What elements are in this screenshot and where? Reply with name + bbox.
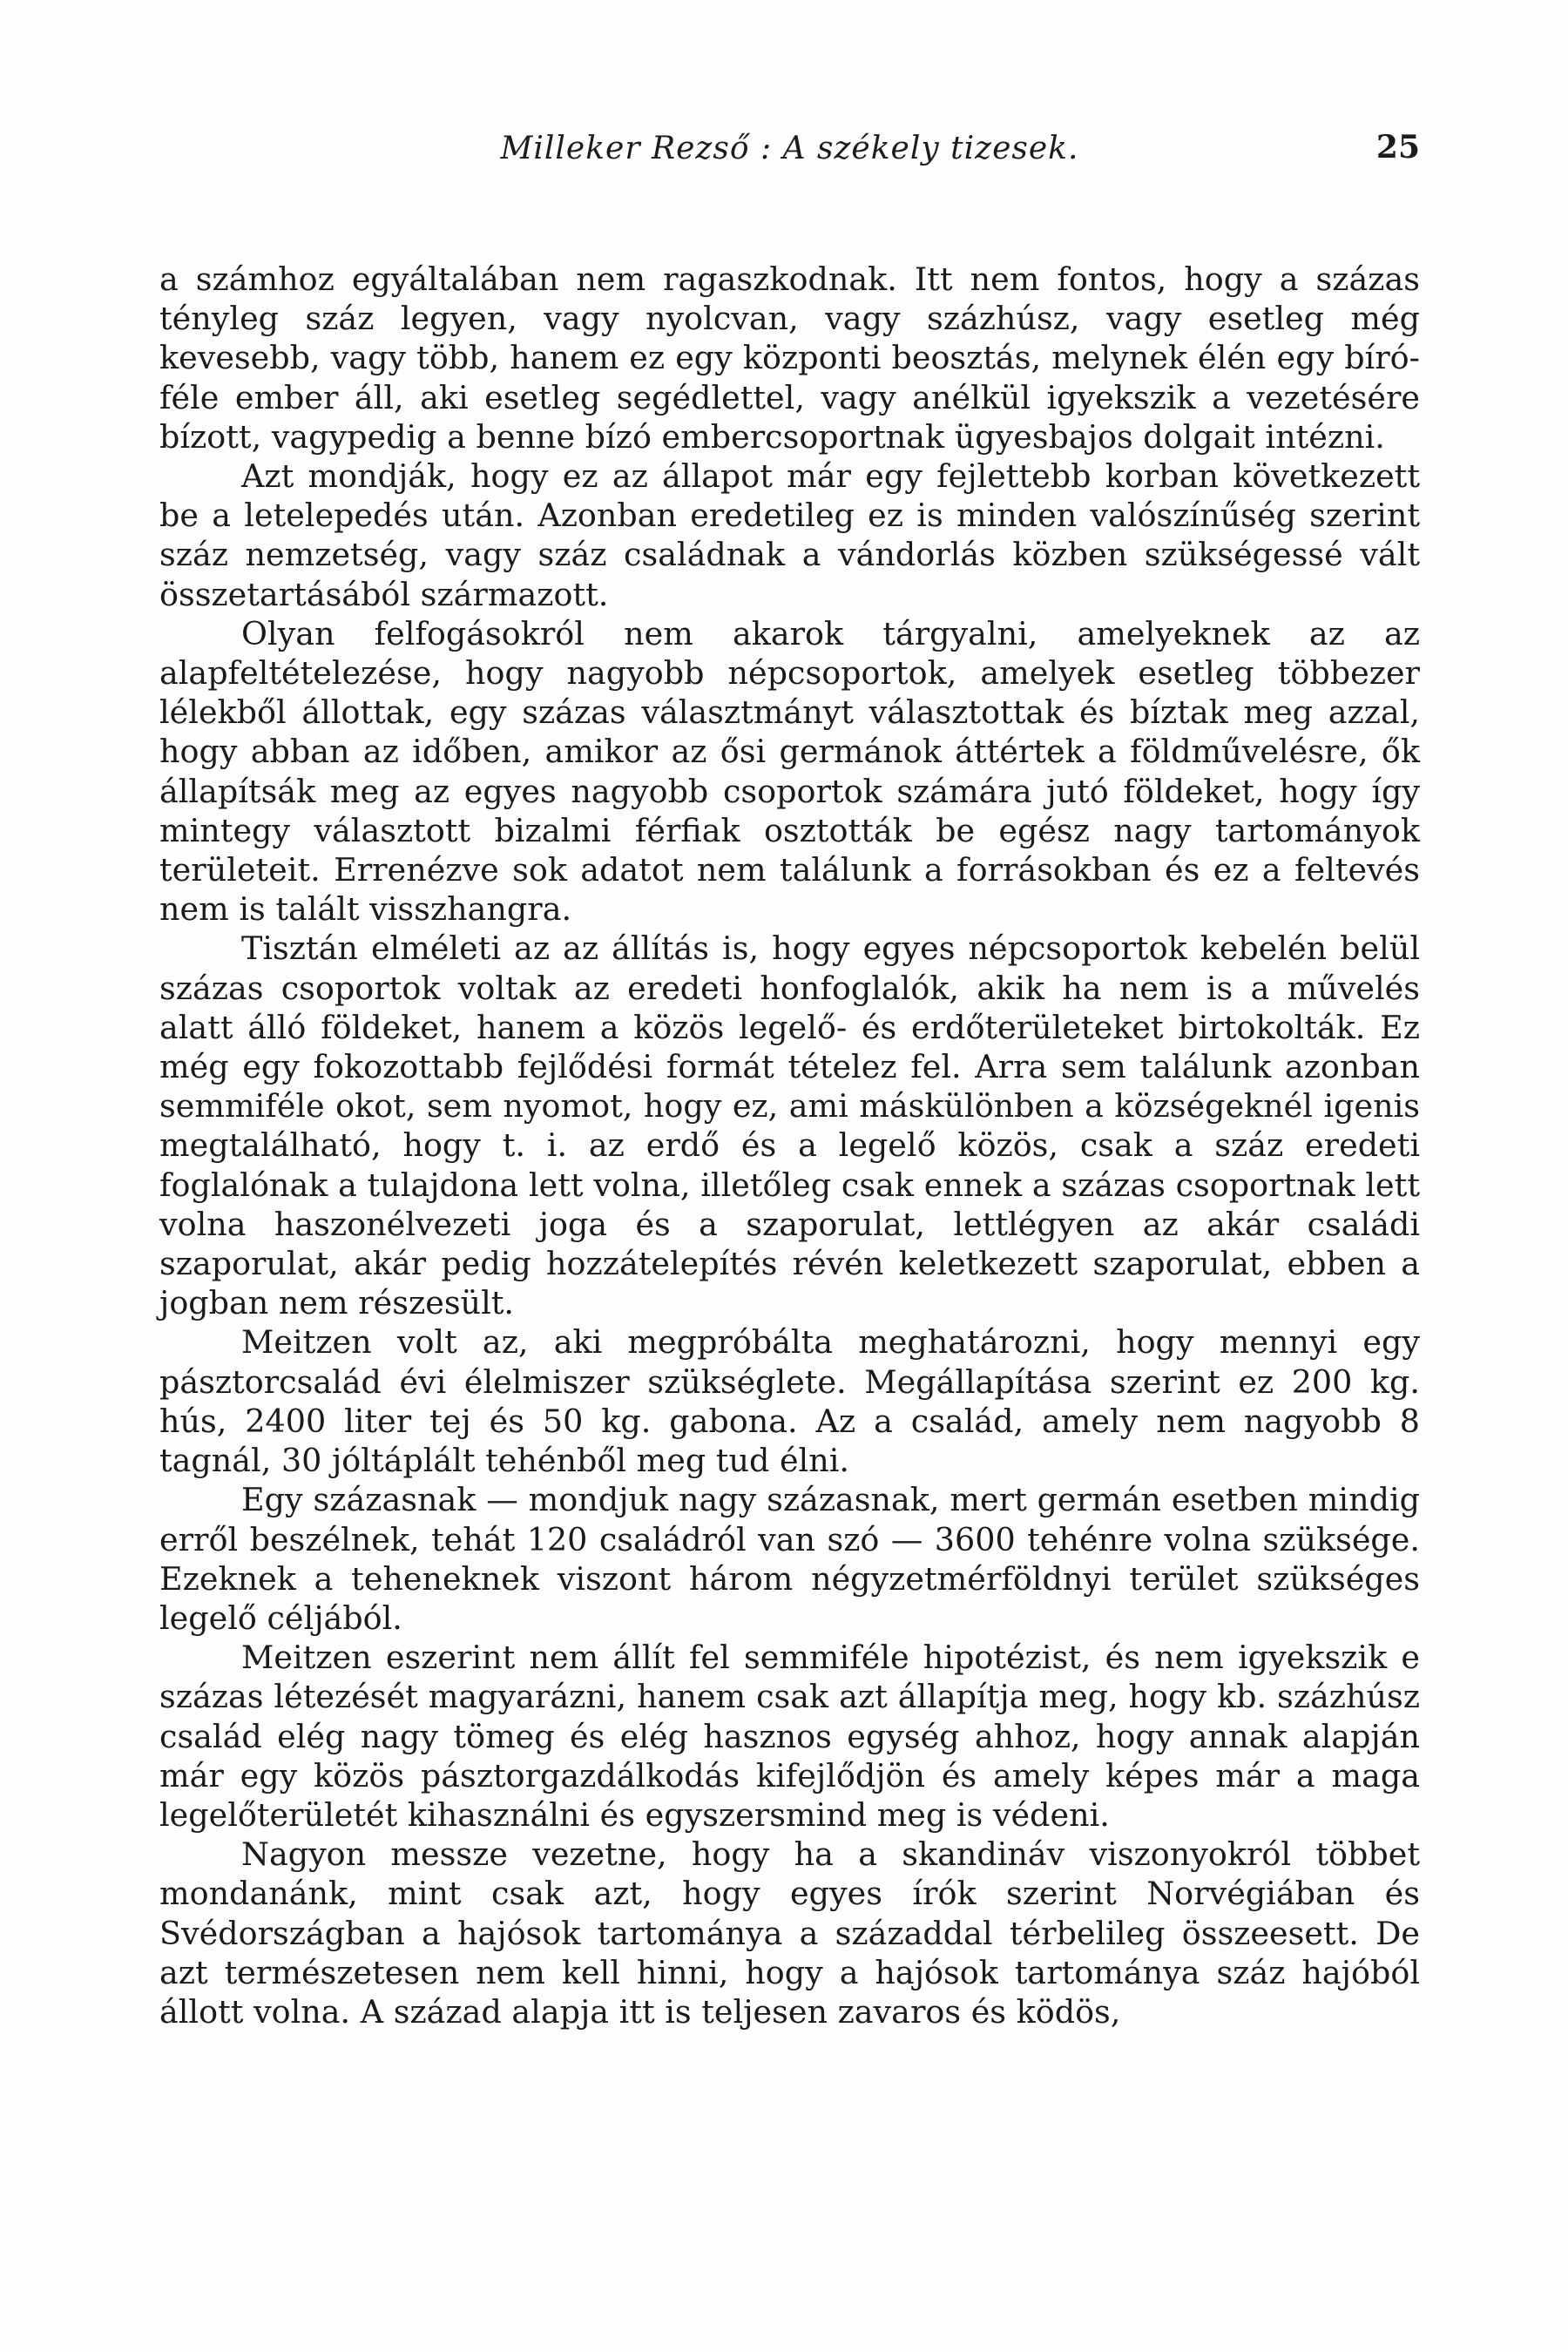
paragraph: Meitzen volt az, aki megpróbálta meghatározni, hogy mennyi egy pásztorcsalád évi élelmiszer szükséglete. Megállapítása szerint ez 200 kg. hús, 2400 liter tej és 50 kg. gabona. Az a család, amely nem nagyobb 8 tagnál, 30 jóltáplált tehénből meg tud élni. — [159, 1323, 1420, 1480]
paragraph: Meitzen eszerint nem állít fel semmiféle hipotézist, és nem igyekszik e százas létezését magyarázni, hanem csak azt állapítja meg, hogy kb. százhúsz család elég nagy tömeg és elég hasznos egység ahhoz, hogy annak alapján már egy közös pásztorgazdálkodás kifejlődjön és amely képes már a maga legelőterületét kihasználni és egyszersmind meg is védeni. — [159, 1639, 1420, 1834]
paragraph-continuation: a számhoz egyáltalában nem ragaszkodnak. Itt nem fontos, hogy a százas tényleg száz legyen, vagy nyolcvan, vagy százhúsz, vagy esetleg még kevesebb, vagy több, hanem ez egy központi beosztás, melynek élén egy bíró-féle ember áll, aki esetleg segédlettel, vagy anélkül igyekszik a vezetésére bízott, vagypedig a benne bízó embercsoportnak ügyesbajos dolgait intézni. — [159, 260, 1420, 456]
paragraph: Azt mondják, hogy ez az állapot már egy fejlettebb korban következett be a letelepedés után. Azonban eredetileg ez is minden valószínűség szerint száz nemzetség, vagy száz családnak a vándorlás közben szükségessé vált összetartásából származott. — [159, 457, 1420, 613]
paragraph: Olyan felfogásokról nem akarok tárgyalni, amelyeknek az az alapfeltételezése, hogy nagyobb népcsoportok, amelyek esetleg többezer lélekből állottak, egy százas választmányt választottak és bíztak meg azzal, hogy abban az időben, amikor az ősi germánok áttértek a földművelésre, ők állapítsák meg az egyes nagyobb csoportok számára jutó földeket, hogy így mintegy választott bizalmi férfiak osztották be egész nagy tartományok területeit. Errenézve sok adatot nem találunk a forrásokban és ez a feltevés nem is talált visszhangra. — [159, 614, 1420, 929]
paragraph: Egy százasnak — mondjuk nagy százasnak, mert germán esetben mindig erről beszélnek, tehát 120 családról van szó — 3600 tehénre volna szüksége. Ezeknek a teheneknek viszont három négyzetmérföldnyi terület szükséges legelő céljából. — [159, 1481, 1420, 1637]
body-text — [159, 260, 1420, 2031]
page-number: 25 — [1375, 129, 1420, 166]
paragraph: Nagyon messze vezetne, hogy ha a skandináv viszonyokról többet mondanánk, mint csak azt, hogy egyes írók szerint Norvégiában és Svédországban a hajósok tartománya a századdal térbelileg összeesett. De azt természetesen nem kell hinni, hogy a hajósok tartománya száz hajóból állott volna. A század alapja itt is teljesen zavaros és ködös, — [159, 1835, 1420, 2031]
running-head-title: Milleker Rezső : A székely tizesek. — [500, 131, 1079, 166]
running-head — [159, 131, 1420, 183]
paragraph: Tisztán elméleti az az állítás is, hogy egyes népcsoportok kebelén belül százas csoportok voltak az eredeti honfoglalók, akik ha nem is a művelés alatt álló földeket, hanem a közös legelő- és erdőterületeket birtokolták. Ez még egy fokozottabb fejlődési formát tételez fel. Arra sem találunk azonban semmiféle okot, sem nyomot, hogy ez, ami máskülönben a községeknél igenis megtalálható, hogy t. i. az erdő és a legelő közös, csak a száz eredeti foglalónak a tulajdona lett volna, illetőleg csak ennek a százas csoportnak lett volna haszonélvezeti joga és a szaporulat, lettlégyen az akár családi szaporulat, akár pedig hozzátelepítés révén keletkezett szaporulat, ebben a jogban nem részesült. — [159, 929, 1420, 1322]
